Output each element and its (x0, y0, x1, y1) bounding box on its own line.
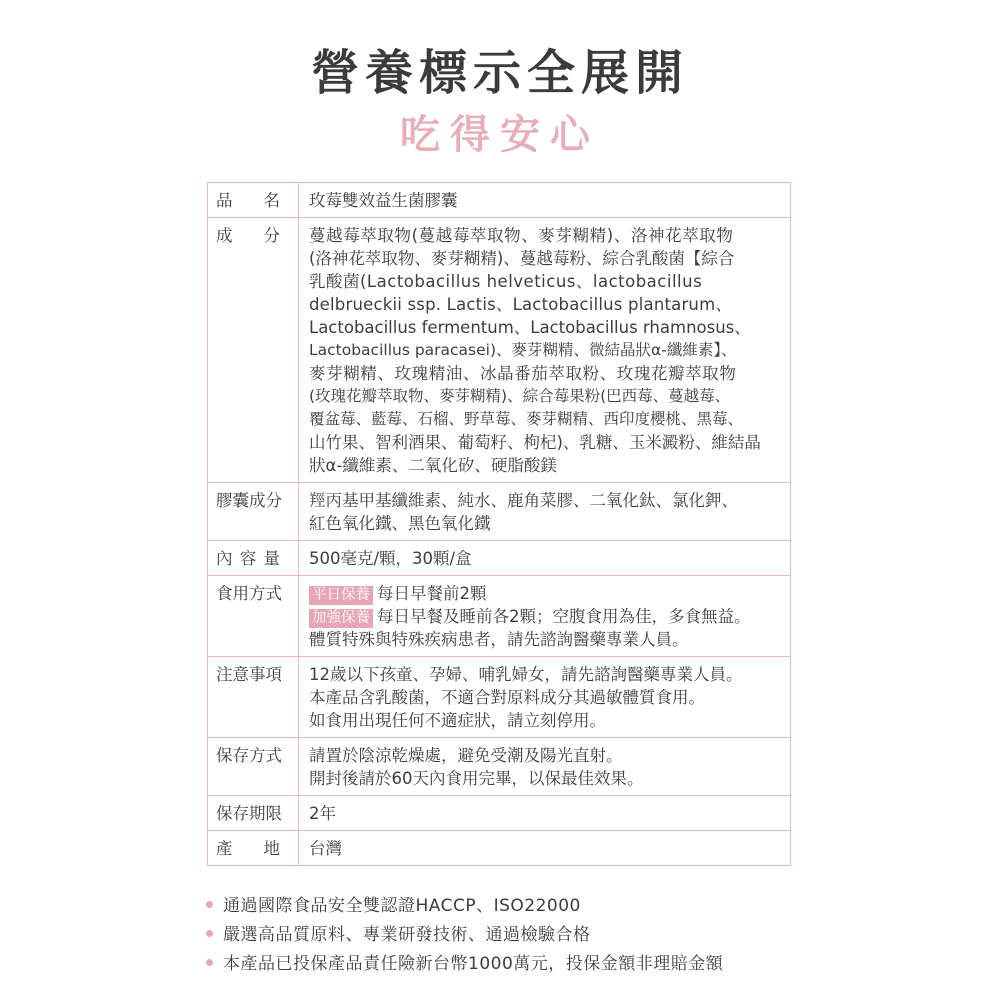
row-value (299, 218, 791, 483)
table-row-ingredients (208, 218, 791, 483)
label-char: 品 (216, 191, 233, 210)
value-line: 500毫克/顆，30顆/盒 (309, 549, 472, 568)
value-line: 2年 (309, 804, 336, 823)
value-line: 開封後請於60天內食用完畢，以保最佳效果。 (309, 769, 644, 788)
table-row-contents (208, 541, 791, 576)
note-text: 通過國際食品安全雙認證HACCP、ISO22000 (223, 896, 581, 916)
value-line: delbrueckii ssp. Lactis、Lactobacillus plantarum、 (309, 295, 733, 314)
table-row-storage (208, 738, 791, 796)
value-line: 玫莓雙效益生菌膠囊 (309, 191, 458, 210)
row-label (208, 831, 299, 866)
bullet-dot-icon (206, 930, 213, 937)
table-row-usage (208, 576, 791, 657)
row-value (299, 183, 791, 218)
value-line: 請置於陰涼乾燥處，避免受潮及陽光直射。 (309, 746, 623, 765)
label-char: 成 (216, 226, 233, 245)
bullet-dot-icon (206, 901, 213, 908)
note-text: 本產品已投保產品責任險新台幣1000萬元，投保金額非理賠金額 (223, 954, 724, 974)
value-line: 羥丙基甲基纖維素、純水、鹿角菜膠、二氧化鈦、氯化鉀、 (309, 491, 738, 510)
label-char: 內 (216, 549, 233, 568)
row-label: 膠囊成分 (208, 483, 299, 541)
label-char: 容 (239, 549, 257, 568)
list-item (206, 952, 723, 977)
value-line: (洛神花萃取物、麥芽糊精)、蔓越莓粉、綜合乳酸菌【綜合 (309, 249, 735, 268)
certification-notes-list (206, 894, 723, 981)
row-label (208, 183, 299, 218)
value-line: 乳酸菌(Lactobacillus helveticus、lactobacillus (309, 272, 703, 291)
usage-line (309, 582, 782, 605)
row-value (299, 831, 791, 866)
label-char: 分 (263, 226, 280, 245)
row-label (208, 541, 299, 576)
label-spread (216, 547, 280, 570)
label-char: 量 (263, 549, 280, 568)
value-line: 紅色氧化鐵、黑色氧化鐵 (309, 514, 491, 533)
table-row-shelf-life (208, 796, 791, 831)
row-label (208, 218, 299, 483)
label-char: 地 (263, 839, 280, 858)
table-row-precautions (208, 657, 791, 738)
value-line: 覆盆莓、藍莓、石榴、野草莓、麥芽糊精、西印度櫻桃、黑莓、 (309, 410, 744, 428)
row-label: 食用方式 (208, 576, 299, 657)
value-line: 12歲以下孩童、孕婦、哺乳婦女，請先諮詢醫藥專業人員。 (309, 665, 743, 684)
note-text: 嚴選高品質原料、專業研發技術、通過檢驗合格 (223, 925, 591, 945)
usage-text: 每日早餐及睡前各2顆；空腹食用為佳，多食無益。 (377, 607, 751, 626)
row-label: 注意事項 (208, 657, 299, 738)
value-line: 本產品含乳酸菌，不適合對原料成分其過敏體質食用。 (309, 688, 705, 707)
table-row-capsule-ingredients (208, 483, 791, 541)
value-line: 蔓越莓萃取物(蔓越莓萃取物、麥芽糊精)、洛神花萃取物 (309, 226, 734, 245)
page-subtitle: 吃得安心 (400, 112, 600, 158)
value-line: 如食用出現任何不適症狀，請立刻停用。 (309, 711, 606, 730)
value-line: 體質特殊與特殊疾病患者，請先諮詢醫藥專業人員。 (309, 630, 689, 649)
value-line: 麥芽糊精、玫瑰精油、冰晶番茄萃取粉、玫瑰花瓣萃取物 (309, 364, 737, 383)
list-item (206, 894, 723, 919)
label-spread (216, 189, 280, 212)
usage-line (309, 605, 782, 628)
usage-text: 每日早餐前2顆 (377, 584, 487, 603)
row-value (299, 541, 791, 576)
row-value (299, 738, 791, 796)
label-spread (216, 224, 280, 247)
bullet-dot-icon (206, 959, 213, 966)
value-line: Lactobacillus fermentum、Lactobacillus rhamnosus、 (309, 318, 751, 337)
row-label: 保存期限 (208, 796, 299, 831)
table-row-product-name (208, 183, 791, 218)
list-item (206, 923, 723, 948)
value-line: Lactobacillus paracasei)、麥芽糊精、微結晶狀α-纖維素】、 (309, 341, 737, 359)
label-char: 產 (216, 839, 233, 858)
value-line: 台灣 (309, 839, 342, 858)
nutrition-label-table (207, 182, 791, 866)
row-value (299, 483, 791, 541)
value-line: (玫瑰花瓣萃取物、麥芽糊精)、綜合莓果粉(巴西莓、蔓越莓、 (309, 387, 731, 405)
label-char: 名 (263, 191, 280, 210)
page-title: 營養標示全展開 (310, 45, 689, 101)
row-value (299, 796, 791, 831)
value-line: 狀α-纖維素、二氧化矽、硬脂酸鎂 (309, 456, 557, 475)
row-value (299, 657, 791, 738)
row-label: 保存方式 (208, 738, 299, 796)
intensive-care-badge: 加強保養 (309, 609, 373, 628)
label-spread (216, 837, 280, 860)
daily-care-badge: 平日保養 (309, 586, 373, 605)
value-line: 山竹果、智利酒果、葡萄籽、枸杞)、乳糖、玉米澱粉、維結晶 (309, 433, 761, 452)
table-row-origin (208, 831, 791, 866)
row-value (299, 576, 791, 657)
